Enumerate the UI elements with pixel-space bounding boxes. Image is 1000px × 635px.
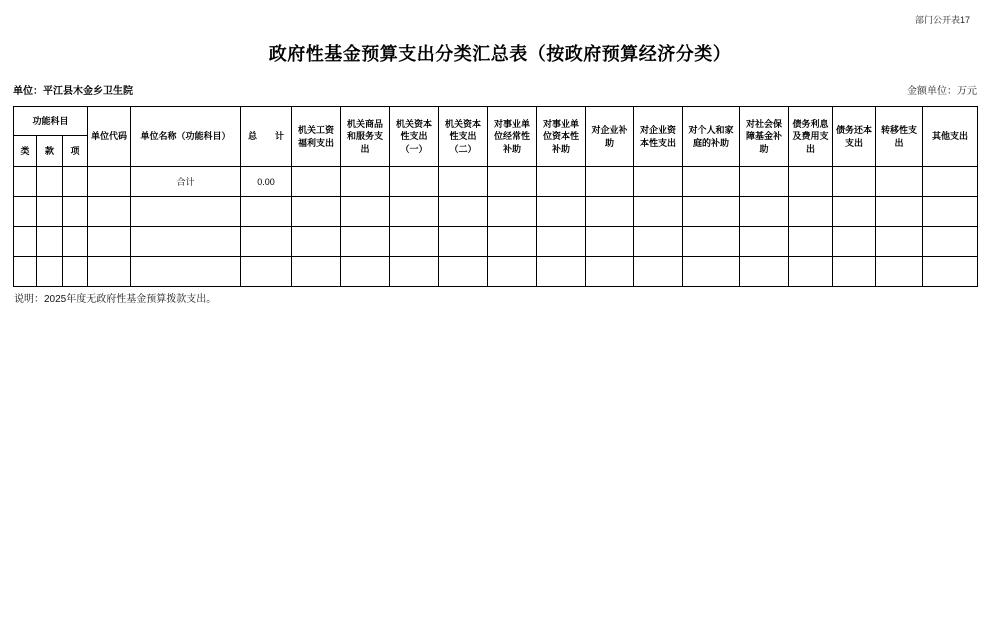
table-cell: [390, 167, 439, 197]
header-class: 类: [14, 136, 37, 167]
header-social-security-fund-subsidy: 对社会保障基金补助: [740, 107, 789, 167]
table-cell: [292, 227, 341, 257]
table-cell: [833, 227, 876, 257]
amount-unit-label: 金额单位：万元: [907, 86, 977, 97]
header-total: 总 计: [241, 107, 292, 167]
header-enterprise-subsidy: 对企业补助: [586, 107, 634, 167]
table-cell: [63, 257, 88, 287]
table-cell: [88, 257, 131, 287]
header-debt-principal: 债务还本支出: [833, 107, 876, 167]
table-cell: [292, 197, 341, 227]
table-cell: [923, 167, 978, 197]
header-institution-capital-subsidy: 对事业单位资本性补助: [537, 107, 586, 167]
table-cell: [537, 167, 586, 197]
table-row: [14, 197, 978, 227]
table-cell: [488, 197, 537, 227]
header-transfer-expenditure: 转移性支出: [876, 107, 923, 167]
table-cell: [740, 227, 789, 257]
header-section: 款: [37, 136, 63, 167]
table-cell: [341, 167, 390, 197]
total-row-label: 合计: [131, 167, 241, 197]
table-cell: [833, 197, 876, 227]
table-cell: [634, 197, 683, 227]
header-item: 项: [63, 136, 88, 167]
table-cell: [14, 227, 37, 257]
header-enterprise-capital: 对企业资本性支出: [634, 107, 683, 167]
table-cell: [439, 257, 488, 287]
header-agency-capital-1: 机关资本性支出（一）: [390, 107, 439, 167]
table-cell: [876, 197, 923, 227]
table-cell: [292, 167, 341, 197]
table-cell: [634, 257, 683, 287]
table-cell: [833, 257, 876, 287]
table-cell: [14, 197, 37, 227]
header-individual-family-subsidy: 对个人和家庭的补助: [683, 107, 740, 167]
table-cell: [740, 197, 789, 227]
table-cell: [634, 167, 683, 197]
budget-summary-table: [13, 106, 978, 287]
table-cell: [131, 257, 241, 287]
header-agency-wage-welfare: 机关工资福利支出: [292, 107, 341, 167]
table-cell: [14, 167, 37, 197]
table-cell: [390, 257, 439, 287]
table-row: [14, 257, 978, 287]
table-cell: [131, 197, 241, 227]
table-cell: [488, 167, 537, 197]
table-row-total: [14, 167, 978, 197]
table-cell: [37, 167, 63, 197]
table-cell: [740, 257, 789, 287]
table-cell: [833, 167, 876, 197]
table-cell: [586, 167, 634, 197]
table-cell: [439, 197, 488, 227]
table-cell: [537, 257, 586, 287]
table-cell: [439, 227, 488, 257]
table-cell: [88, 227, 131, 257]
table-cell: [586, 227, 634, 257]
header-agency-capital-2: 机关资本性支出（二）: [439, 107, 488, 167]
table-cell: [923, 257, 978, 287]
table-cell: [241, 227, 292, 257]
table-cell: [537, 197, 586, 227]
table-cell: [488, 257, 537, 287]
header-institution-recurrent-subsidy: 对事业单位经常性补助: [488, 107, 537, 167]
table-cell: [789, 167, 833, 197]
table-cell: [439, 167, 488, 197]
total-amount: 0.00: [241, 167, 292, 197]
header-other-expenditure: 其他支出: [923, 107, 978, 167]
table-cell: [341, 227, 390, 257]
table-cell: [876, 227, 923, 257]
table-cell: [63, 197, 88, 227]
table-cell: [88, 167, 131, 197]
org-unit-label: 单位：平江县木金乡卫生院: [13, 86, 133, 97]
table-cell: [241, 197, 292, 227]
table-cell: [390, 197, 439, 227]
table-cell: [789, 227, 833, 257]
table-cell: [923, 227, 978, 257]
table-cell: [683, 257, 740, 287]
table-cell: [923, 197, 978, 227]
table-cell: [88, 197, 131, 227]
table-cell: [37, 227, 63, 257]
table-cell: [14, 257, 37, 287]
footer-note: 说明：2025年度无政府性基金预算拨款支出。: [14, 294, 217, 305]
corner-table-number: 部门公开表17: [914, 15, 970, 25]
table-cell: [37, 257, 63, 287]
header-debt-interest-fees: 债务利息及费用支出: [789, 107, 833, 167]
table-cell: [876, 167, 923, 197]
header-row-group: [14, 107, 978, 136]
meta-row: [13, 82, 977, 97]
header-functional-subject: 功能科目: [14, 107, 88, 136]
table-cell: [683, 227, 740, 257]
table-cell: [683, 167, 740, 197]
table-cell: [634, 227, 683, 257]
table-cell: [488, 227, 537, 257]
table-cell: [876, 257, 923, 287]
table-cell: [390, 227, 439, 257]
table-cell: [292, 257, 341, 287]
page-title: 政府性基金预算支出分类汇总表（按政府预算经济分类）: [268, 44, 732, 64]
table-cell: [537, 227, 586, 257]
table-cell: [241, 257, 292, 287]
table-cell: [131, 227, 241, 257]
table-cell: [586, 257, 634, 287]
table-cell: [789, 257, 833, 287]
header-agency-goods-services: 机关商品和服务支出: [341, 107, 390, 167]
header-unit-name: 单位名称（功能科目）: [131, 107, 241, 167]
table-cell: [789, 197, 833, 227]
table-cell: [37, 197, 63, 227]
table-cell: [63, 167, 88, 197]
table-cell: [740, 167, 789, 197]
table-cell: [341, 197, 390, 227]
table-cell: [341, 257, 390, 287]
header-unit-code: 单位代码: [88, 107, 131, 167]
table-cell: [63, 227, 88, 257]
table-cell: [586, 197, 634, 227]
table-cell: [683, 197, 740, 227]
table-row: [14, 227, 978, 257]
